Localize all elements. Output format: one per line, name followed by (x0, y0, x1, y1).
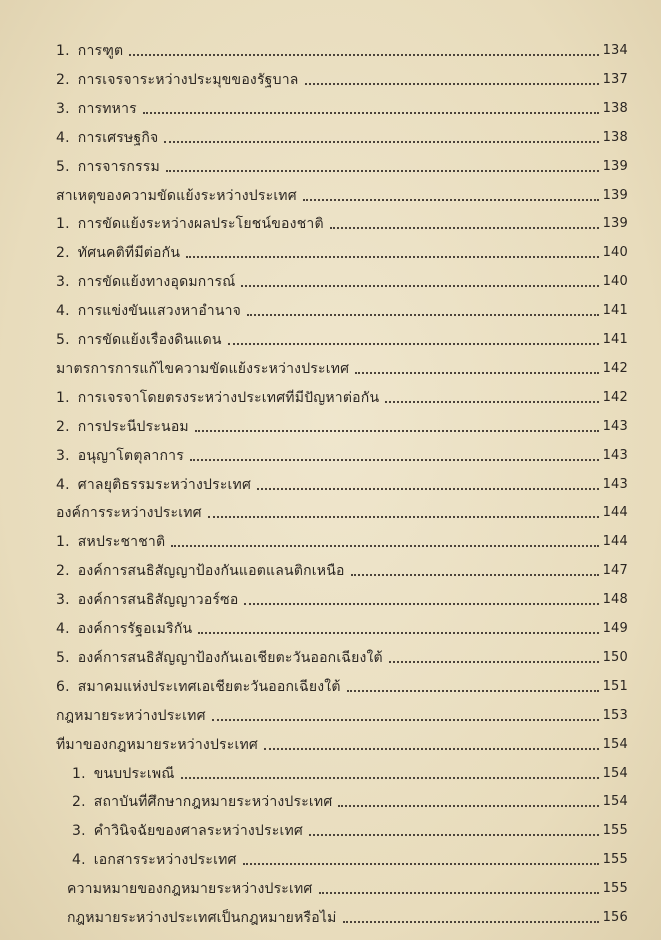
dot-leader (181, 777, 599, 779)
dot-leader (347, 690, 599, 692)
toc-item-row (56, 36, 628, 60)
toc-item-row (72, 787, 628, 811)
toc-item-title: การแข่งขันแสวงหาอำนาจ (77, 303, 242, 320)
toc-item-row (56, 325, 628, 349)
toc-page-number: 153 (602, 707, 628, 723)
toc-page-number: 150 (602, 649, 628, 665)
toc-item-number: 3. (56, 592, 70, 609)
toc-item-title: การทหาร (77, 100, 137, 117)
dot-leader (305, 83, 599, 85)
toc-item-title: ความหมายของกฎหมายระหว่างประเทศ (67, 881, 313, 898)
toc-item-number: 4. (56, 129, 70, 146)
toc-item-number: 1. (56, 216, 70, 233)
dot-leader (257, 488, 599, 490)
dot-leader (385, 401, 598, 403)
dot-leader (166, 170, 599, 172)
dot-leader (389, 661, 599, 663)
toc-item-title: การเจรจาระหว่างประมุขของรัฐบาล (77, 71, 299, 88)
toc-page-number: 155 (602, 881, 628, 897)
toc-page-number: 143 (602, 476, 628, 492)
toc-page-number: 147 (602, 563, 628, 579)
toc-item-row (56, 152, 628, 176)
toc-page-number: 155 (602, 852, 628, 868)
toc-item-number: 1. (56, 534, 70, 551)
toc-item-title: มาตรการการแก้ไขความขัดแย้งระหว่างประเทศ (56, 360, 350, 377)
toc-item-row (56, 556, 628, 580)
toc-page-number: 142 (602, 389, 628, 405)
toc-item-title: คำวินิจฉัยของศาลระหว่างประเทศ (93, 823, 303, 840)
dot-leader (309, 834, 599, 836)
toc-item-row (72, 759, 628, 783)
toc-item-number: 4. (72, 852, 86, 869)
toc-heading-row (56, 730, 628, 754)
toc-item-title: สาเหตุของความขัดแย้งระหว่างประเทศ (56, 187, 297, 204)
toc-item-title: การเศรษฐกิจ (77, 129, 159, 146)
toc-heading-row (67, 874, 628, 898)
toc-item-row (56, 527, 628, 551)
dot-leader (129, 54, 598, 56)
toc-page-number: 144 (602, 505, 628, 521)
toc-item-title: องค์การสนธิสัญญาวอร์ซอ (77, 592, 239, 609)
toc-item-title: องค์การระหว่างประเทศ (56, 505, 202, 522)
toc-page-number: 140 (602, 274, 628, 290)
toc-item-title: ทัศนคติที่มีต่อกัน (77, 245, 181, 262)
toc-item-title: เอกสารระหว่างประเทศ (93, 852, 237, 869)
dot-leader (355, 372, 598, 374)
toc-item-row (72, 816, 628, 840)
toc-item-number: 5. (56, 332, 70, 348)
toc-item-title: ขนบประเพณี (93, 765, 175, 782)
toc-page-number: 155 (602, 823, 628, 839)
dot-leader (143, 112, 599, 114)
toc-item-title: การขัดแย้งเรื่องดินแดน (77, 332, 222, 348)
dot-leader (195, 430, 599, 432)
dot-leader (228, 343, 599, 345)
toc-item-number: 2. (56, 418, 70, 435)
toc-item-row (56, 441, 628, 465)
dot-leader (247, 314, 599, 316)
toc-page-number: 154 (602, 736, 628, 752)
toc-page-number: 144 (602, 534, 628, 550)
toc-item-title: ที่มาของกฎหมายระหว่างประเทศ (56, 736, 258, 753)
dot-leader (338, 805, 598, 807)
toc-item-row (56, 209, 628, 233)
toc-heading-row (56, 498, 628, 522)
toc-heading-row (56, 354, 628, 378)
toc-item-row (56, 643, 628, 667)
dot-leader (208, 516, 599, 518)
toc-item-row (56, 614, 628, 638)
toc-item-number: 4. (56, 621, 70, 637)
toc-heading-row (67, 903, 628, 927)
dot-leader (303, 199, 599, 201)
toc-item-row (56, 296, 628, 320)
toc-page-number: 148 (602, 592, 628, 608)
toc-item-title: องค์การสนธิสัญญาป้องกันแอตแลนติกเหนือ (77, 563, 345, 580)
toc-page-number: 143 (602, 447, 628, 463)
dot-leader (343, 921, 599, 923)
toc-item-number: 5. (56, 158, 70, 175)
dot-leader (198, 632, 598, 634)
toc-item-number: 2. (72, 794, 86, 811)
toc-item-number: 3. (56, 274, 70, 291)
toc-item-row (56, 470, 628, 494)
toc-page-number: 140 (602, 245, 628, 261)
toc-item-title: สหประชาชาติ (77, 534, 166, 551)
toc-page-number: 139 (602, 216, 628, 232)
toc-item-row (56, 672, 628, 696)
dot-leader (186, 256, 598, 258)
toc-item-number: 1. (56, 389, 70, 406)
toc-item-title: สถาบันที่ศึกษากฎหมายระหว่างประเทศ (93, 794, 333, 811)
toc-item-number: 1. (72, 765, 86, 782)
dot-leader (244, 603, 598, 605)
toc-item-title: กฎหมายระหว่างประเทศ (56, 707, 206, 724)
toc-item-title: สมาคมแห่งประเทศเอเชียตะวันออกเฉียงใต้ (77, 678, 341, 695)
toc-page-number: 154 (602, 765, 628, 781)
toc-page-number: 143 (602, 418, 628, 434)
toc-item-number: 6. (56, 678, 70, 695)
toc-item-title: การประนีประนอม (77, 418, 189, 435)
dot-leader (164, 141, 598, 143)
toc-item-row (56, 267, 628, 291)
toc-item-number: 2. (56, 71, 70, 88)
toc-page-number: 137 (602, 71, 628, 87)
toc-item-number: 4. (56, 476, 70, 493)
toc-page-number: 134 (602, 43, 628, 58)
toc-page-number: 151 (602, 678, 628, 694)
toc-item-number: 2. (56, 245, 70, 262)
toc-page-number: 141 (602, 332, 628, 347)
toc-item-title: กฎหมายระหว่างประเทศเป็นกฎหมายหรือไม่ (67, 910, 337, 926)
toc-item-row (56, 123, 628, 147)
toc-item-row (56, 238, 628, 262)
toc-item-row (56, 412, 628, 436)
toc-item-number: 4. (56, 303, 70, 320)
dot-leader (212, 719, 599, 721)
toc-item-number: 3. (72, 823, 86, 840)
toc-page-number: 138 (602, 100, 628, 116)
toc-item-number: 3. (56, 100, 70, 117)
toc-item-row (56, 65, 628, 89)
dot-leader (243, 863, 599, 865)
dot-leader (319, 892, 599, 894)
toc-heading-row (56, 181, 628, 205)
toc-item-title: การจารกรรม (77, 158, 160, 175)
toc-item-title: ศาลยุติธรรมระหว่างประเทศ (77, 476, 252, 493)
dot-leader (264, 748, 599, 750)
toc-item-row (72, 845, 628, 869)
toc-item-number: 3. (56, 447, 70, 464)
dot-leader (330, 227, 599, 229)
toc-item-number: 5. (56, 649, 70, 666)
toc-page-number: 149 (602, 621, 628, 636)
toc-page-number: 154 (602, 794, 628, 810)
toc-page-number: 142 (602, 360, 628, 376)
dot-leader (351, 574, 599, 576)
toc-page-number: 141 (602, 303, 628, 319)
toc-page-number: 138 (602, 129, 628, 145)
dot-leader (190, 459, 599, 461)
toc-page-number: 156 (602, 910, 628, 925)
toc-item-title: การฑูต (77, 43, 124, 59)
toc-item-number: 2. (56, 563, 70, 580)
toc-item-row (56, 585, 628, 609)
toc-item-title: อนุญาโตตุลาการ (77, 447, 184, 464)
toc-item-row (56, 94, 628, 118)
toc-item-title: การขัดแย้งระหว่างผลประโยชน์ของชาติ (77, 216, 324, 233)
toc-item-row (56, 383, 628, 407)
toc-item-title: องค์การสนธิสัญญาป้องกันเอเชียตะวันออกเฉียงใต้ (77, 649, 383, 666)
toc-item-title: การขัดแย้งทางอุดมการณ์ (77, 274, 236, 291)
toc-item-title: การเจรจาโดยตรงระหว่างประเทศที่มีปัญหาต่อกัน (77, 389, 380, 406)
dot-leader (171, 545, 598, 547)
toc-page-number: 139 (602, 187, 628, 203)
toc-page-number: 139 (602, 158, 628, 174)
toc-heading-row (56, 701, 628, 725)
toc-item-number: 1. (56, 43, 70, 59)
toc-item-title: องค์การรัฐอเมริกัน (77, 621, 193, 637)
dot-leader (241, 285, 598, 287)
